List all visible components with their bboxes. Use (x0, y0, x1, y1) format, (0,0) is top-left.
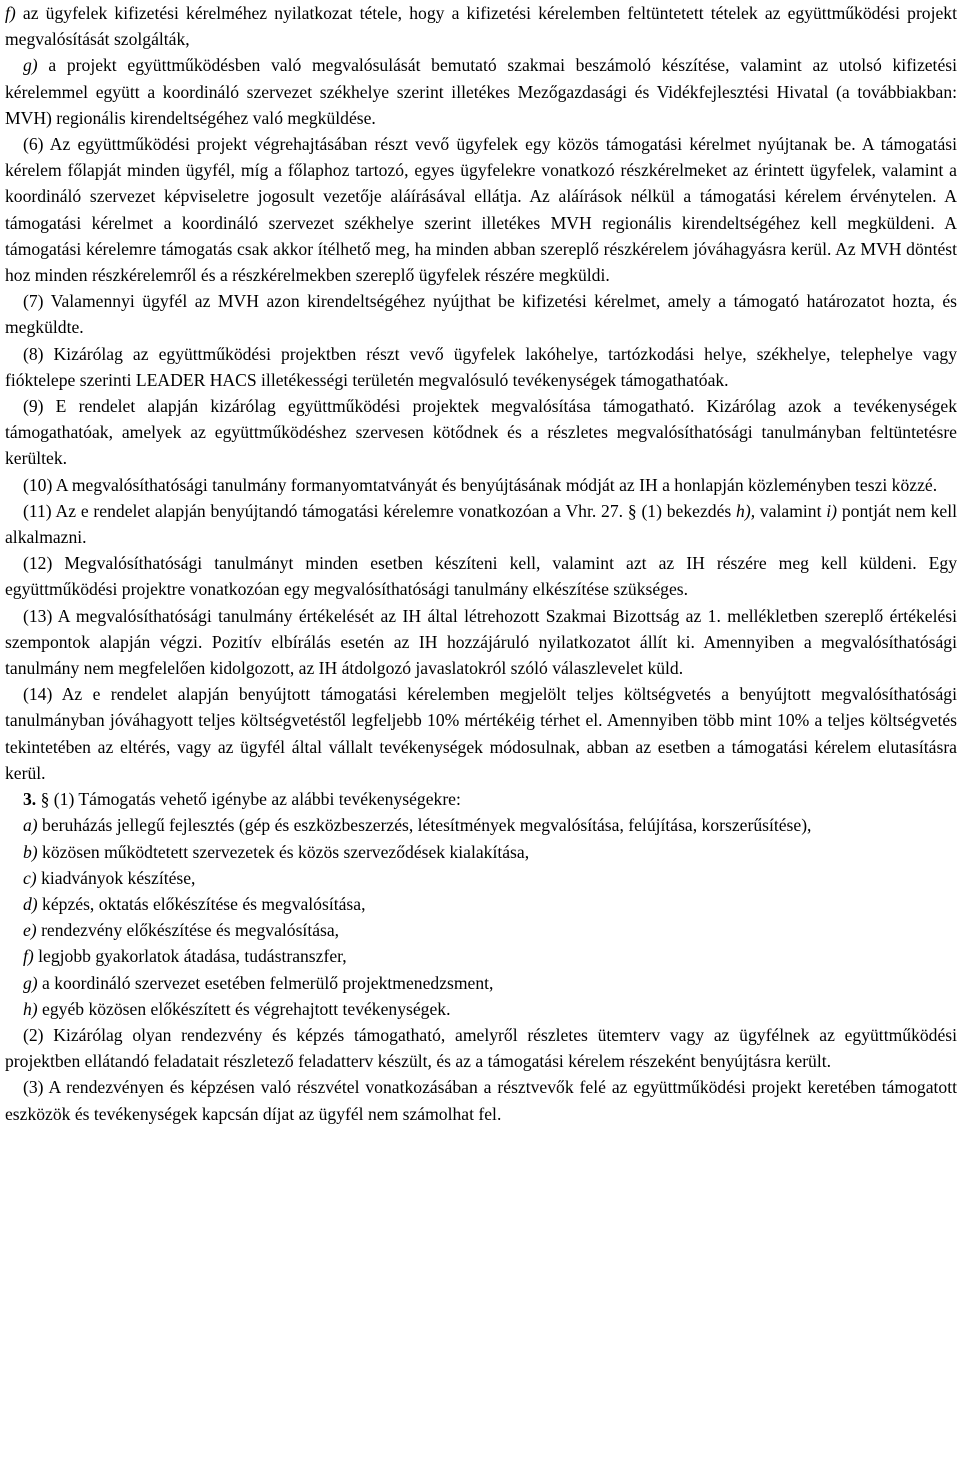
list-item-text: a koordináló szervezet esetében felmerülő projektmenedzsment, (37, 972, 494, 993)
list-item-text: rendezvény előkészítése és megvalósítása, (36, 920, 340, 941)
list-item-label: c) (23, 867, 37, 888)
item-g-text: a projekt együttműködésben való megvalósulását bemutató szakmai beszámoló készítése, valamint az utolsó kifizetési kérelemmel együtt a koordináló szervezet székhelye szerint illetékes Mezőgazdasági és Vidékfejlesztési Hivatal (a továbbiakban: MVH) regionális kirendeltségéhez való megküldése. (5, 55, 957, 128)
list-item (5, 970, 957, 996)
paragraph-11 (5, 498, 957, 550)
list-item-text: egyéb közösen előkészített és végrehajtott tevékenységek. (37, 998, 451, 1019)
paragraph-11-text-2: valamint (755, 500, 827, 521)
list-item (5, 996, 957, 1022)
list-item-label: e) (23, 920, 37, 941)
paragraph-12: (12) Megvalósíthatósági tanulmányt minden esetben készíteni kell, valamint azt az IH részére meg kell küldeni. Egy együttműködési projektre vonatkozóan egy megvalósíthatósági tanulmány elkészítése szükséges. (5, 553, 957, 600)
list-item-label: h) (23, 998, 38, 1019)
list-item (5, 812, 957, 838)
list-item-text: kiadványok készítése, (36, 867, 196, 888)
list-item-text: beruházás jellegű fejlesztés (gép és eszközbeszerzés, létesítmények megvalósítása, felújítása, korszerűsítése), (37, 815, 812, 836)
list-item-label: b) (23, 841, 38, 862)
list-item (5, 839, 957, 865)
list-item-text: képzés, oktatás előkészítése és megvalósítása, (37, 893, 366, 914)
activity-list (5, 812, 957, 1022)
paragraph-8: (8) Kizárólag az együttműködési projektben részt vevő ügyfelek lakóhelye, tartózkodási helye, székhelye, telephelye vagy fióktelepe szerinti LEADER HACS illetékességi területén megvalósuló tevékenységek támogathatóak. (5, 343, 957, 390)
section-3-intro: § (1) Támogatás vehető igénybe az alábbi tevékenységekre: (36, 789, 461, 810)
item-f-text: az ügyfelek kifizetési kérelméhez nyilatkozat tétele, hogy a kifizetési kérelemben feltüntetett tételek az együttműködési projekt megvalósítását szolgálták, (5, 3, 957, 50)
paragraph-11-ref-h: h), (736, 500, 756, 521)
list-item (5, 865, 957, 891)
item-g-label: g) (23, 55, 38, 76)
item-g (5, 52, 957, 131)
paragraph-10: (10) A megvalósíthatósági tanulmány formanyomtatványát és benyújtásának módját az IH a honlapján közleményben teszi közzé. (23, 474, 938, 495)
list-item-label: g) (23, 972, 38, 993)
list-item (5, 917, 957, 943)
list-item (5, 943, 957, 969)
paragraph-6: (6) Az együttműködési projekt végrehajtásában részt vevő ügyfelek egy közös támogatási kérelmet nyújtanak be. A támogatási kérelem főlapját minden ügyfél, míg a főlaphoz tartozó, egyes ügyfelekre vonatkozó részkérelmeket az érintett ügyfelek, valamint a koordináló szervezet képviseletre jogosult vezetője aláírásával ellátja. Az aláírások nélkül a támogatási kérelem érvénytelen. A támogatási kérelmet a koordináló szervezet székhelye szerint illetékes MVH regionális kirendeltségéhez kell megküldeni. A támogatási kérelemre támogatás csak akkor ítélhető meg, ha minden abban szereplő részkérelem jóváhagyásra kerül. Az MVH döntést hoz minden részkérelemről és a részkérelmekben szereplő ügyfelek részére megküldi. (5, 134, 957, 286)
section-3-number: 3. (23, 789, 37, 810)
section-3-paragraph-2: (2) Kizárólag olyan rendezvény és képzés támogatható, amelyről részletes ütemterv vagy az ügyfélnek az együttműködési projektben ellátandó feladatait részletező feladatterv készült, és az a támogatási kérelem részeként benyújtásra került. (5, 1024, 957, 1072)
paragraph-14: (14) Az e rendelet alapján benyújtott támogatási kérelemben megjelölt teljes költségvetés a benyújtott megvalósíthatósági tanulmányban jóváhagyott teljes költségvetéstől legfeljebb 10% mértékéig térhet el. Amennyiben több mint 10% a teljes költségvetés tekintetében az eltérés, vagy az ügyfél által vállalt tevékenységek módosulnak, abban az esetben a támogatási kérelem elutasításra kerül. (5, 684, 957, 783)
list-item-text: legjobb gyakorlatok átadása, tudástranszfer, (33, 946, 347, 967)
section-3-paragraph-3: (3) A rendezvényen és képzésen való részvétel vonatkozásában a résztvevők felé az együttműködési projekt keretében támogatott eszközök és tevékenységek kapcsán díjat az ügyfél nem számolhat fel. (5, 1077, 957, 1124)
list-item-label: f) (23, 946, 34, 967)
paragraph-11-ref-i: i) (826, 500, 838, 521)
paragraph-11-text-1: (11) Az e rendelet alapján benyújtandó támogatási kérelemre vonatkozóan a Vhr. 27. § (1) bekezdés (23, 500, 737, 521)
item-f (5, 0, 957, 52)
paragraph-9: (9) E rendelet alapján kizárólag együttműködési projektek megvalósítása támogatható. Kizárólag azok a tevékenységek támogathatóak, amelyek az együttműködéshez szervesen kötődnek és a részletes megvalósíthatósági tanulmányban feltüntetésre kerültek. (5, 396, 957, 469)
list-item-label: a) (23, 815, 38, 836)
paragraph-13: (13) A megvalósíthatósági tanulmány értékelését az IH által létrehozott Szakmai Bizottság az 1. mellékletben szereplő értékelési szempontok alapján végzi. Pozitív elbírálás esetén az IH hozzájáruló nyilatkozatot állít ki. Amennyiben a megvalósíthatósági tanulmány nem megfelelően kidolgozott, az IH átdolgozó javaslatokról szóló válaszlevelet küld. (5, 605, 957, 679)
item-f-label: f) (5, 3, 16, 23)
section-3-heading (5, 786, 957, 812)
list-item-label: d) (23, 893, 38, 914)
paragraph-7: (7) Valamennyi ügyfél az MVH azon kirendeltségéhez nyújthat be kifizetési kérelmet, amely a támogató határozatot hozta, és megküldte. (5, 291, 957, 338)
paragraph-11-text-3: pontját nem kell alkalmazni. (5, 500, 958, 548)
list-item-text: közösen működtetett szervezetek és közös szerveződések kialakítása, (37, 841, 530, 862)
list-item (5, 891, 957, 917)
